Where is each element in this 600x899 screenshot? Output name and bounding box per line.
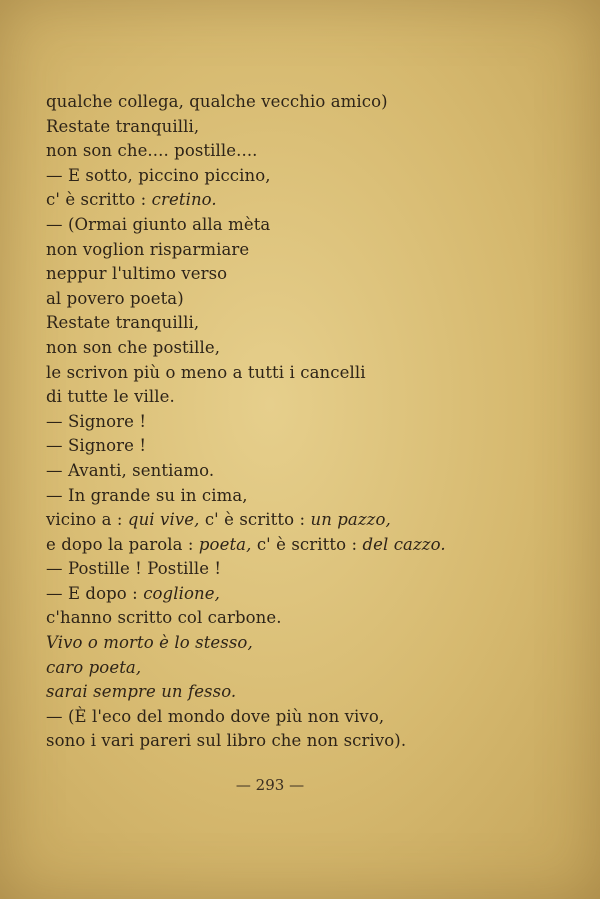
poem-segment: — Signore ! [46,411,147,431]
poem-segment: non son che.... postille.... [46,141,258,161]
poem-line [46,434,566,459]
poem-line [46,410,566,435]
poem-segment: e dopo la parola : [46,534,199,554]
poem-segment: — Avanti, sentiamo. [46,460,215,480]
poem-line [46,90,566,115]
poem-segment: vicino a : [46,510,128,530]
poem-line [46,582,566,607]
poem-segment: — Signore ! [46,436,147,456]
poem-line [46,484,566,509]
poem-segment: di tutte le ville. [46,387,175,407]
poem-line [46,188,566,213]
poem-line [46,680,566,705]
poem-line [46,238,566,263]
poem-line [46,533,566,558]
poem-line [46,631,566,656]
poem-line [46,705,566,730]
poem-segment: — (È l'eco del mondo dove più non vivo, [46,706,385,726]
poem-text [46,90,566,754]
poem-segment: le scrivon più o meno a tutti i cancelli [46,362,366,382]
poem-line [46,385,566,410]
poem-segment: Restate tranquilli, [46,313,200,333]
poem-line [46,213,566,238]
poem-italic-segment: coglione, [143,583,220,603]
poem-italic-segment: qui vive, [127,510,200,530]
poem-segment: — E sotto, piccino piccino, [46,165,271,185]
poem-segment: neppur l'ultimo verso [46,264,228,284]
poem-line [46,606,566,631]
poem-line [46,656,566,681]
poem-line [46,459,566,484]
poem-segment: c' è scritto : [199,510,311,530]
poem-segment: Restate tranquilli, [46,116,200,136]
poem-italic-segment: sarai sempre un fesso. [46,682,237,702]
poem-segment: c' è scritto : [251,534,363,554]
poem-segment: al povero poeta) [46,288,184,308]
poem-italic-segment: poeta, [198,534,252,554]
poem-line [46,729,566,754]
poem-italic-segment: caro poeta, [46,657,142,677]
poem-line [46,164,566,189]
poem-segment: c' è scritto : [46,190,152,210]
poem-line [46,361,566,386]
poem-segment: sono i vari pareri sul libro che non scrivo). [46,731,407,751]
poem-line [46,115,566,140]
poem-segment: — In grande su in cima, [46,485,248,505]
poem-line [46,262,566,287]
poem-segment: non voglion risparmiare [46,239,250,259]
poem-italic-segment: un pazzo, [310,510,391,530]
poem-line [46,508,566,533]
poem-line [46,557,566,582]
poem-segment: c'hanno scritto col carbone. [46,608,282,628]
poem-segment: non son che postille, [46,337,221,357]
poem-segment: — E dopo : [46,583,144,603]
poem-italic-segment: Vivo o morto è lo stesso, [46,633,253,653]
poem-line [46,287,566,312]
poem-line [46,139,566,164]
poem-line [46,311,566,336]
poem-segment: — (Ormai giunto alla mèta [46,214,271,234]
page-number: — 293 — [235,776,305,794]
poem-italic-segment: cretino. [151,190,217,210]
poem-line [46,336,566,361]
poem-italic-segment: del cazzo. [362,534,446,554]
poem-segment: qualche collega, qualche vecchio amico) [46,92,388,111]
poem-segment: — Postille ! Postille ! [46,559,222,579]
